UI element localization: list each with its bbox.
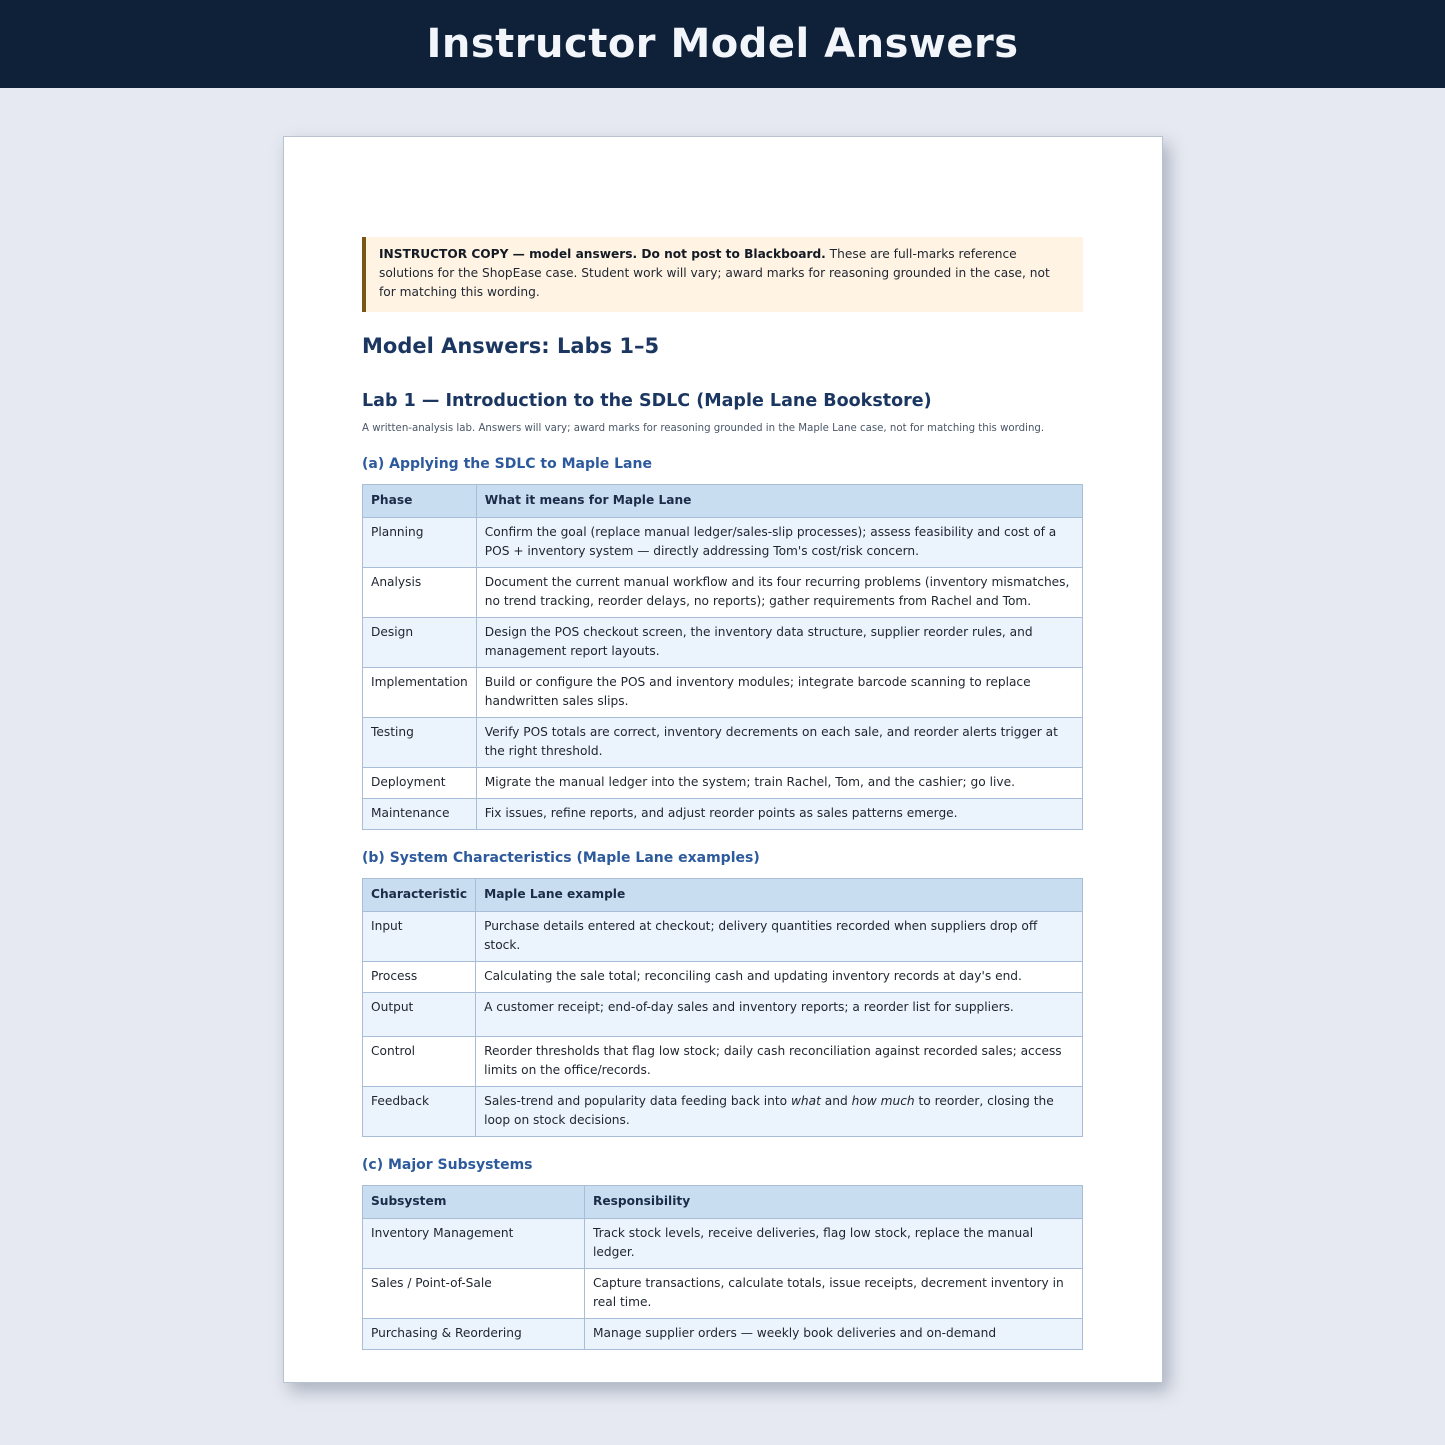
sdlc-phase-table [362,484,1083,830]
column-header: What it means for Maple Lane [476,485,1082,518]
table-row [363,912,1083,962]
table-cell: Verify POS totals are correct, inventory decrements on each sale, and reorder alerts trigger at the right threshold. [476,718,1082,768]
table-cell: Sales / Point-of-Sale [363,1269,585,1319]
table-cell: Design [363,618,477,668]
document-page [283,136,1163,1383]
feedback-emphasis: what [790,1094,821,1108]
lab1-title: Lab 1 — Introduction to the SDLC (Maple Lane Bookstore) [362,391,932,411]
table-cell: Purchasing & Reordering [363,1319,585,1350]
table-cell: Manage supplier orders — weekly book deliveries and on-demand [585,1319,1083,1350]
table-cell: Fix issues, refine reports, and adjust reorder points as sales patterns emerge. [476,799,1082,830]
system-characteristics-table [362,878,1083,1137]
table-cell: Output [363,993,476,1037]
column-header: Subsystem [363,1186,585,1219]
table-row [363,1319,1083,1350]
table-cell: Planning [363,518,477,568]
table-row [363,718,1083,768]
feedback-text: Sales-trend and popularity data feeding back into [484,1094,791,1108]
table-cell: Analysis [363,568,477,618]
table-row [363,1037,1083,1087]
table-cell: Document the current manual workflow and its four recurring problems (inventory mismatches, no trend tracking, reorder delays, no reports); gather requirements from Rachel and Tom. [476,568,1082,618]
table-cell: Purchase details entered at checkout; delivery quantities recorded when suppliers drop off stock. [476,912,1083,962]
table-row [363,568,1083,618]
table-cell: Control [363,1037,476,1087]
table-row [363,1269,1083,1319]
notice-bold-text: INSTRUCTOR COPY — model answers. Do not post to Blackboard. [379,247,826,261]
table-header-row [363,1186,1083,1219]
table-header-row [363,485,1083,518]
table-cell: Reorder thresholds that flag low stock; daily cash reconciliation against recorded sales; access limits on the office/records. [476,1037,1083,1087]
instructor-notice [362,237,1083,312]
table-cell: Inventory Management [363,1219,585,1269]
table-cell: Testing [363,718,477,768]
table-cell: Input [363,912,476,962]
section-b-title: (b) System Characteristics (Maple Lane examples) [362,850,760,866]
table-cell: Feedback [363,1087,476,1137]
table-cell: Maintenance [363,799,477,830]
notice-text: These are full-marks reference solutions for the ShopEase case. Student work will vary; award marks for reasoning grounded in the case, not for matching this wording. [379,247,1050,299]
table-cell: Confirm the goal (replace manual ledger/sales-slip processes); assess feasibility and cost of a POS + inventory system — directly addressing Tom's cost/risk concern. [476,518,1082,568]
table-row [363,518,1083,568]
table-row [363,799,1083,830]
column-header: Maple Lane example [476,879,1083,912]
table-row [363,1219,1083,1269]
table-header-row [363,879,1083,912]
table-row [363,618,1083,668]
table-cell: Process [363,962,476,993]
subsystems-table [362,1185,1083,1350]
table-row [363,668,1083,718]
column-header: Phase [363,485,477,518]
table-cell: A customer receipt; end-of-day sales and inventory reports; a reorder list for suppliers. [476,993,1083,1037]
table-row [363,993,1083,1037]
table-row [363,1087,1083,1137]
table-cell [476,1087,1083,1137]
table-cell: Build or configure the POS and inventory modules; integrate barcode scanning to replace handwritten sales slips. [476,668,1082,718]
feedback-emphasis: how much [851,1094,915,1108]
header-bar [0,0,1445,88]
column-header: Responsibility [585,1186,1083,1219]
table-row [363,768,1083,799]
document-content [362,237,1083,1340]
lab1-note: A written-analysis lab. Answers will vary; award marks for reasoning grounded in the Maple Lane case, not for matching this wording. [362,423,1045,434]
document-title: Model Answers: Labs 1–5 [362,334,660,358]
feedback-text: to reorder, closing the loop on stock decisions. [484,1094,1054,1127]
section-c-title: (c) Major Subsystems [362,1157,533,1173]
column-header: Characteristic [363,879,476,912]
table-cell: Design the POS checkout screen, the inventory data structure, supplier reorder rules, and management report layouts. [476,618,1082,668]
table-cell: Implementation [363,668,477,718]
page-title: Instructor Model Answers [426,21,1019,67]
table-cell: Deployment [363,768,477,799]
table-cell: Migrate the manual ledger into the system; train Rachel, Tom, and the cashier; go live. [476,768,1082,799]
feedback-text: and [820,1094,852,1108]
table-cell: Calculating the sale total; reconciling cash and updating inventory records at day's end. [476,962,1083,993]
table-cell: Capture transactions, calculate totals, issue receipts, decrement inventory in real time. [585,1269,1083,1319]
table-row [363,962,1083,993]
table-cell: Track stock levels, receive deliveries, flag low stock, replace the manual ledger. [585,1219,1083,1269]
section-a-title: (a) Applying the SDLC to Maple Lane [362,456,652,472]
